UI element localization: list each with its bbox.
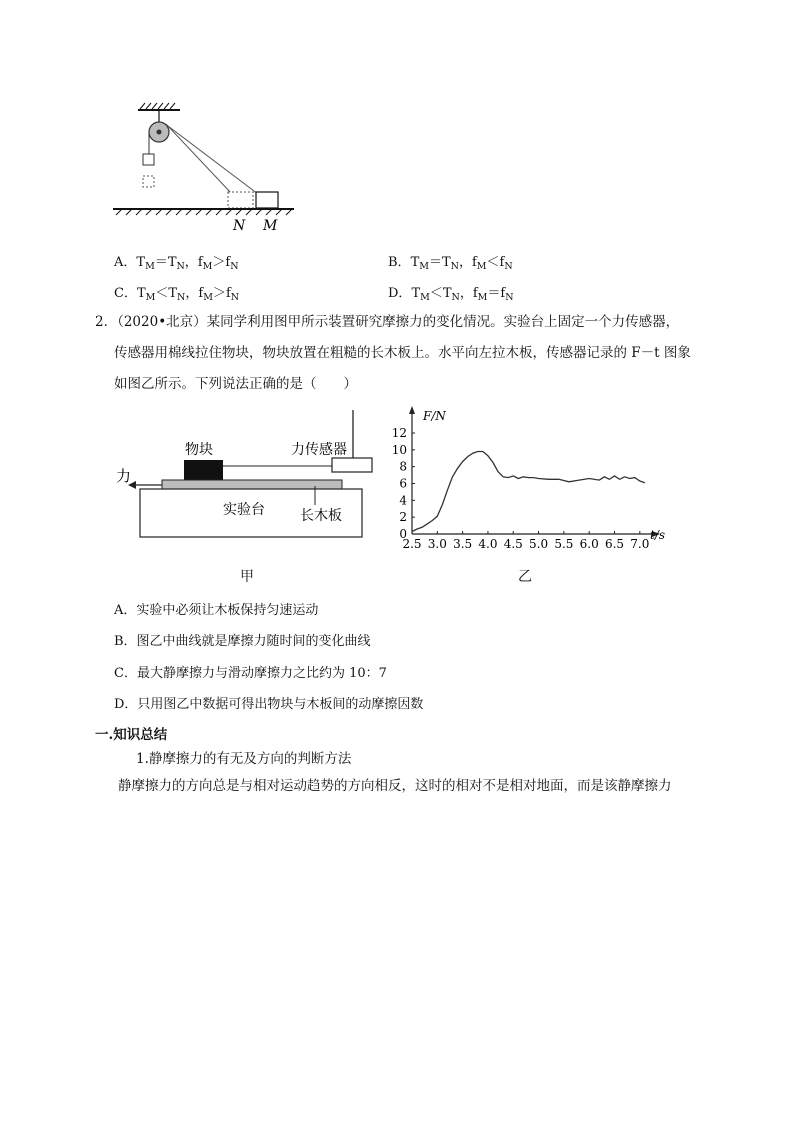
y-tick-label: 0 [399,527,407,541]
y-axis-arrow [409,406,415,414]
subscript-m: M [419,261,429,272]
block-n [228,192,253,208]
q1-option-d[interactable] [388,282,514,303]
symbol-t: T [410,255,420,270]
subscript-n: N [177,292,186,303]
relation-t: ＝ [154,255,168,270]
subscript-n: N [504,261,513,272]
label-table: 实验台 [223,502,265,518]
section-heading: 一.知识总结 [95,727,168,743]
option-key: C． [114,286,137,301]
symbol-t: T [167,255,177,270]
x-tick-label: 2.5 [402,537,422,551]
symbol-t: T [411,286,421,301]
symbol-f: f [225,286,231,301]
x-tick-label: 4.5 [503,537,523,551]
subscript-n: N [230,292,240,303]
subscript-n: N [230,261,239,272]
x-tick-label: 6.0 [579,537,599,551]
subscript-m: M [202,261,213,272]
q2-stem-line2: 传感器用棉线拉住物块，物块放置在粗糙的长木板上。水平向左拉木板，传感器记录的 F－t 图象 [114,345,691,361]
y-tick-label: 2 [399,510,407,525]
symbol-f: f [198,286,204,301]
block-m [256,192,278,208]
symbol-f: f [472,286,478,301]
subscript-n: N [505,292,514,303]
q1-option-a[interactable] [114,251,239,272]
symbol-f: f [197,255,203,270]
relation-f: ＞ [212,255,226,270]
x-tick-label: 7.0 [630,537,650,551]
symbol-f: f [225,255,231,270]
subscript-m: M [420,292,430,303]
label-force: 力 [116,467,132,485]
q1-option-b[interactable] [388,251,513,272]
series-line [412,452,645,532]
label-n: N [233,218,246,234]
y-tick-label: 4 [399,493,407,508]
x-tick-label: 3.5 [453,537,473,551]
subsection-title: 1.静摩擦力的有无及方向的判断方法 [136,751,352,767]
q1-option-c[interactable] [114,282,239,303]
pulley-figure [108,100,308,235]
separator: ， [185,286,199,301]
caption-yi: 乙 [518,569,532,585]
force-time-chart [380,405,680,555]
y-tick-label: 8 [399,459,407,474]
y-tick-label: 10 [391,442,407,457]
separator: ， [184,255,198,270]
option-key: D． [388,286,412,301]
label-m: M [263,218,278,234]
block-object [184,460,223,480]
subscript-m: M [203,292,213,303]
symbol-t: T [441,255,451,270]
symbol-t: T [136,286,146,301]
separator: ， [458,255,472,270]
symbol-f: f [471,255,477,270]
x-tick-label: 3.0 [427,537,447,551]
x-tick-label: 4.0 [478,537,498,551]
x-tick-label: 5.0 [529,537,549,551]
subscript-m: M [477,292,488,303]
q2-option-a[interactable]: A．实验中必须让木板保持匀速运动 [114,603,319,618]
label-block: 物块 [185,442,213,458]
relation-t: ＝ [428,255,442,270]
symbol-t: T [168,286,178,301]
symbol-f: f [499,255,505,270]
q2-option-b[interactable]: B．图乙中曲线就是摩擦力随时间的变化曲线 [114,634,371,649]
summary-paragraph: 静摩擦力的方向总是与相对运动趋势的方向相反，这时的相对不是相对地面，而是该静摩擦力 [118,778,672,794]
x-tick-label: 5.5 [554,537,574,551]
q2-stem-line1: 2．（2020•北京）某同学利用图甲所示装置研究摩擦力的变化情况。实验台上固定一个力传感器， [95,314,680,330]
apparatus-figure [110,410,380,545]
option-key: A． [114,255,137,270]
symbol-t: T [136,255,146,270]
x-axis-label: t/s [650,528,666,542]
y-tick-label: 6 [399,476,407,491]
option-key: B． [388,255,411,270]
q2-option-c[interactable]: C．最大静摩擦力与滑动摩擦力之比约为 10：7 [114,666,387,681]
q2-stem-line3: 如图乙所示。下列说法正确的是（ ） [114,376,357,392]
symbol-t: T [442,286,452,301]
symbol-f: f [500,286,506,301]
subscript-m: M [476,261,487,272]
relation-t: ＜ [429,286,443,301]
relation-f: ＜ [486,255,500,270]
subscript-n: N [450,261,459,272]
subscript-m: M [145,292,156,303]
subscript-n: N [451,292,460,303]
separator: ， [459,286,473,301]
q2-option-d[interactable]: D．只用图乙中数据可得出物块与木板间的动摩擦因数 [114,697,424,712]
relation-t: ＜ [155,286,169,301]
x-tick-label: 6.5 [604,537,625,551]
y-axis-label: F/N [423,409,446,423]
label-sensor: 力传感器 [291,442,347,458]
relation-f: ＝ [487,286,501,301]
subscript-m: M [145,261,155,272]
subscript-n: N [176,261,185,272]
y-tick-label: 12 [391,426,407,440]
relation-f: ＞ [212,286,226,301]
caption-jia: 甲 [240,569,254,585]
force-sensor [332,458,372,472]
label-board: 长木板 [300,508,342,524]
